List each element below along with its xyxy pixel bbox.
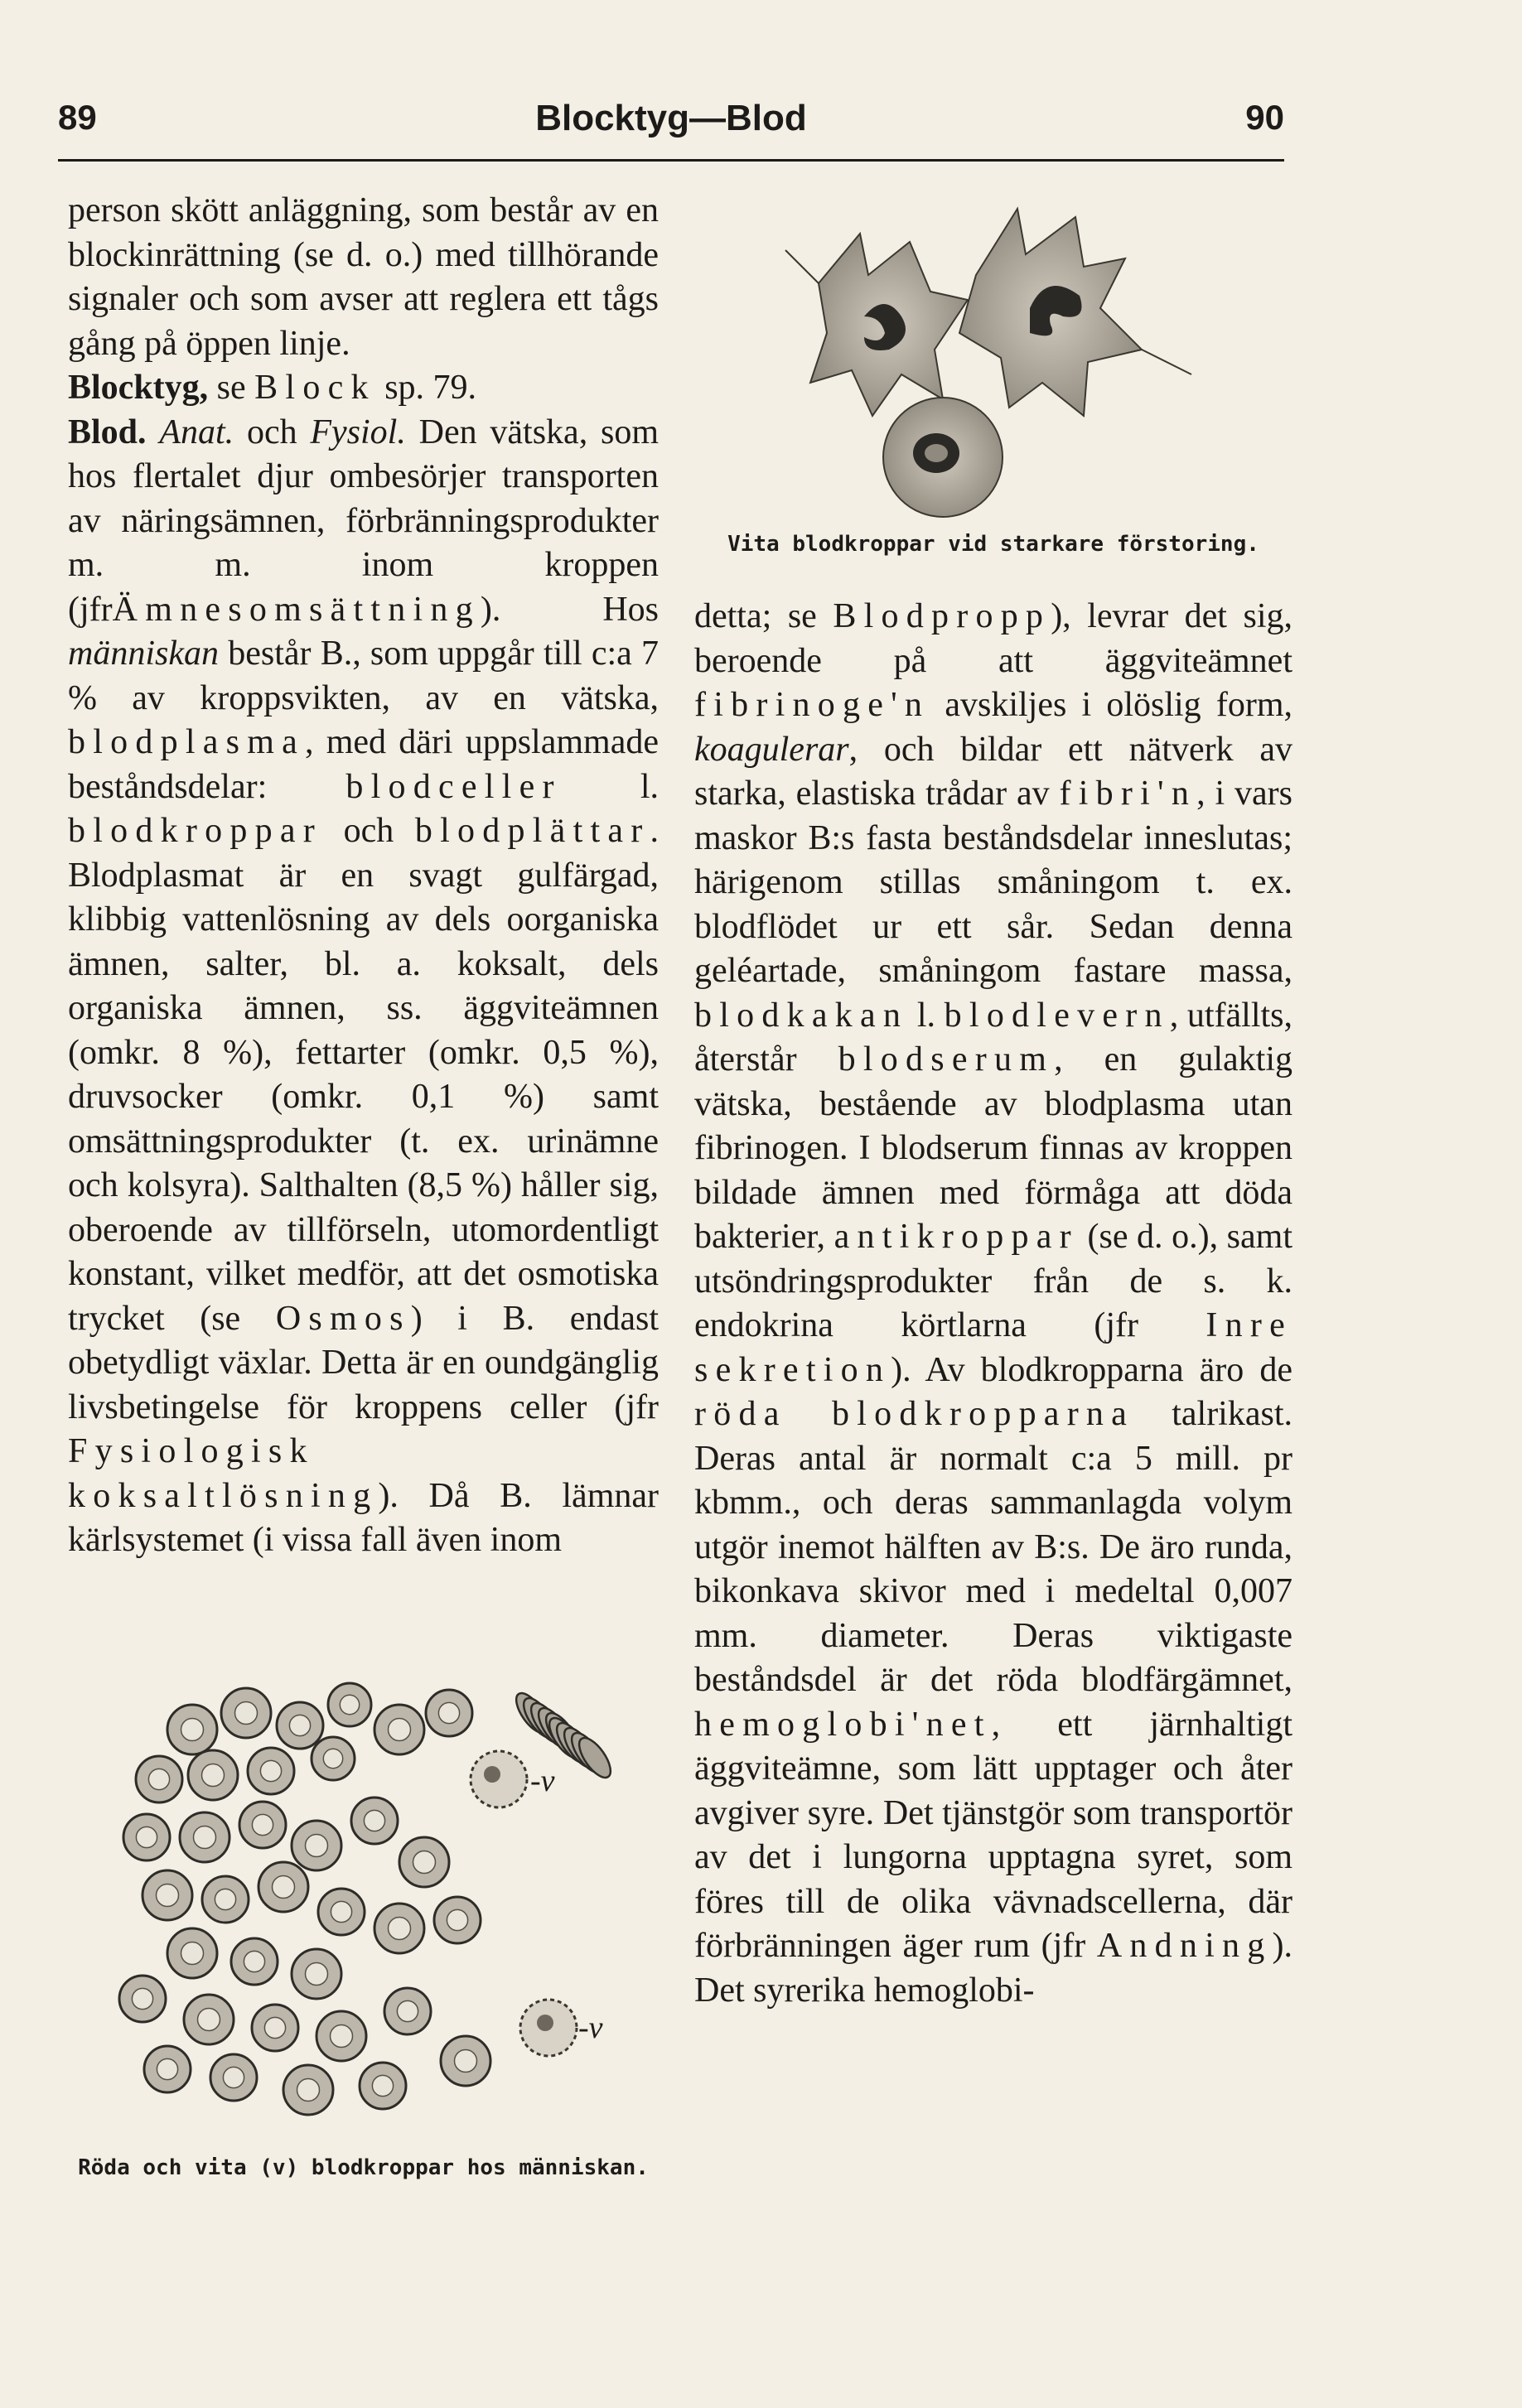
red-cell-center	[260, 1760, 281, 1781]
red-cell-center	[331, 2025, 353, 2048]
red-cell-center	[340, 1695, 359, 1714]
entry-blod: Blod. Anat. och Fysiol. Den vätska, som hos flertalet djur ombesörjer transporten av näringsämnen, förbränningsprodukter m. m. inom kroppen (jfrÄmnesomsättning). Hos människan består B., som uppgår till c:a 7 % av kroppsvikten, av en vätska, blodplasma, med däri uppslammade beståndsdelar: blodceller l. blodkroppar och blodplättar. Blodplasmat är en svagt gulfärgad, klibbig vattenlösning av dels oorganiska ämnen, salter, bl. a. koksalt, dels organiska ämnen, ss. äggviteämnen (omkr. 8 %), fettarter (omkr. 0,5 %), druvsocker (omkr. 0,1 %) samt omsättningsprodukter (t. ex. urinämne och kolsyra). Salthalten (8,5 %) håller sig, oberoende av tillförseln, utomordentligt konstant, vilket medför, att det osmotiska trycket (se Osmos) i B. endast obetydligt växlar. Detta är en oundgänglig livsbetingelse för kroppens celler (jfr Fysiologisk koksaltlösning). Då B. lämnar kärlsystemet (i vissa fall även inom	[68, 413, 659, 1559]
term: blodserum	[838, 1040, 1055, 1079]
red-cell-center	[397, 2000, 418, 2021]
red-cell-center	[413, 1851, 436, 1874]
term: hemoglobi'net	[694, 1705, 992, 1744]
caption-red-white-blood-cells: Röda och vita (v) blodkroppar hos människan.	[78, 2155, 649, 2180]
paragraph-coagulation: detta; se Blodpropp), levrar det sig, beroende på att äggviteämnet fibrinoge'n avskiljes i olöslig form, koagulerar, och bildar ett nätverk av starka, elastiska trådar av fibri'n, i vars maskor B:s fasta beståndsdelar inneslutas; härigenom stillas småningom t. ex. blodflödet ur ett sår. Sedan denna geléartade, småningom fastare massa, blodkakan l. blodlevern, utfällts, återstår blodserum, en gulaktig vätska, bestående av blodplasma utan fibrinogen. I blodserum finnas av kroppen bildade ämnen med förmåga att döda bakterier, antikroppar (se d. o.), samt utsöndringsprodukter från de s. k. endokrina körtlarna (jfr Inre sekretion). Av blodkropparna äro de röda blodkropparna talrikast. Deras antal är normalt c:a 5 mill. pr kbmm., och deras sammanlagda volym utgör inemot hälften av B:s. De äro runda, bikonkava skivor med i medeltal 0,007 mm. diameter. Deras viktigaste beståndsdel är det röda blodfärgämnet, hemoglobi'net, ett järnhaltigt äggviteämne, som lätt upptager och åter avgiver syre. Det tjänstgör som transportör av det i lungorna upptagna syret, som föres till de olika vävnadscellerna, där förbränningen äger rum (jfr Andning). Det syrerika hemoglobi-	[694, 597, 1293, 2010]
red-white-blood-cells-illustration	[68, 1680, 659, 2127]
red-cell-center	[157, 1884, 179, 1907]
term: fibri'n	[1059, 775, 1197, 813]
figure-red-white-blood-cells	[68, 1680, 659, 2127]
figure-white-blood-cells	[694, 184, 1291, 532]
red-cell-center	[455, 2050, 477, 2073]
term: blodkakan	[694, 996, 909, 1035]
red-cell-center	[289, 1715, 310, 1735]
term: antikroppar	[833, 1218, 1079, 1256]
red-cell-center	[194, 1827, 216, 1849]
cross-reference: Andning	[1096, 1927, 1273, 1965]
red-cell-center	[323, 1749, 342, 1768]
cross-reference: Blodpropp	[833, 597, 1051, 635]
entry-blocktyg: Blocktyg, se Block sp. 79.	[68, 369, 477, 407]
caption-white-blood-cells: Vita blodkroppar vid starkare förstoring.	[727, 532, 1259, 557]
red-cell-center	[273, 1876, 295, 1899]
red-cell-center	[389, 1918, 411, 1940]
white-blood-cells-illustration	[694, 184, 1291, 532]
red-cell-center	[306, 1963, 328, 1986]
red-cell-center	[215, 1889, 235, 1909]
red-cell-center	[331, 1901, 351, 1922]
right-column	[694, 595, 1292, 2013]
cross-reference: Ämnesomsättning	[112, 590, 481, 629]
left-page-number: 89	[58, 98, 97, 137]
red-cell-center	[148, 1769, 169, 1789]
running-title: Blocktyg—Blod	[535, 98, 807, 138]
red-cell-center	[364, 1810, 384, 1831]
red-cell-center	[181, 1719, 204, 1741]
cross-reference: Inre sekretion	[694, 1306, 1292, 1389]
headword-blocktyg: Blocktyg,	[68, 369, 209, 407]
red-cell-center	[372, 2075, 393, 2096]
term: blodceller	[345, 767, 562, 806]
red-cell-center	[198, 2009, 220, 2031]
term: röda blodkropparna	[694, 1395, 1135, 1433]
page-header	[58, 98, 1284, 147]
term: blodkroppar	[68, 812, 322, 850]
red-cell-center	[252, 1814, 273, 1835]
term: blodplättar	[414, 812, 650, 850]
white-cell-nucleus	[484, 1766, 500, 1783]
red-cell-center	[447, 1909, 467, 1930]
red-cell-center	[157, 2058, 177, 2079]
left-column	[68, 189, 659, 1563]
red-cell-center	[223, 2067, 244, 2087]
right-page-number: 90	[1245, 98, 1284, 137]
cross-reference: Block	[254, 369, 376, 407]
term: fibrinoge'n	[694, 686, 930, 724]
term: blodlevern	[944, 996, 1170, 1035]
white-cell-nucleus	[537, 2015, 553, 2031]
red-cell-center	[438, 1702, 459, 1723]
red-cell-center	[306, 1835, 328, 1857]
red-cell-center	[132, 1988, 152, 2009]
term: blodplasma	[68, 723, 306, 761]
cross-reference: Osmos	[275, 1299, 411, 1338]
label-v-upper: -v	[530, 1764, 555, 1798]
red-cell-center	[264, 2017, 285, 2038]
red-cell-center	[297, 2079, 320, 2102]
red-cell-center	[235, 1702, 258, 1725]
headword-blod: Blod.	[68, 413, 147, 451]
header-rule	[58, 159, 1284, 162]
red-cell-center	[202, 1764, 225, 1787]
red-cell-center	[136, 1827, 157, 1847]
cross-reference: Fysiologisk koksaltlösning	[68, 1432, 379, 1515]
red-cell-center	[181, 1942, 204, 1965]
paragraph-blockinrattning: person skött anläggning, som består av en blockinrättning (se d. o.) med tillhörande signaler och som avser att reglera ett tågs gång på öppen linje.	[68, 191, 659, 363]
label-v-lower: -v	[578, 2010, 603, 2045]
red-cell-center	[244, 1951, 264, 1971]
red-cell-center	[389, 1719, 411, 1741]
